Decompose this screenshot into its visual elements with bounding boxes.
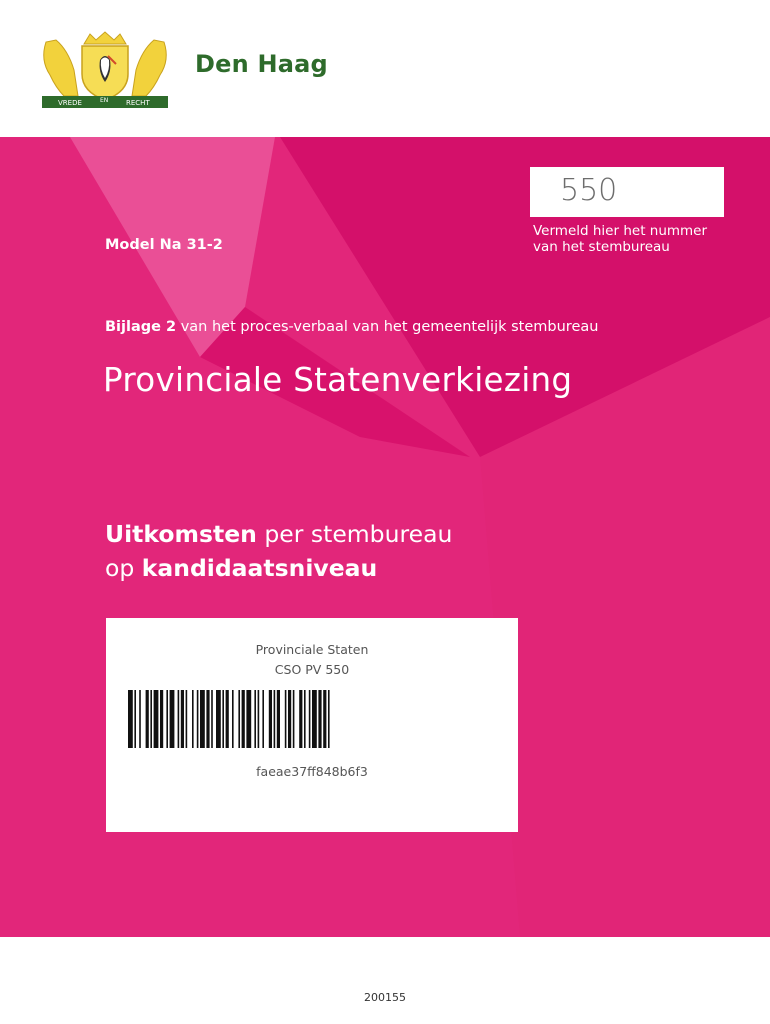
barcode-label-line2: CSO PV 550 <box>274 662 350 677</box>
subtitle-line2-bold: kandidaatsniveau <box>141 554 378 582</box>
document-title: Provinciale Statenverkiezing <box>103 361 573 399</box>
document-subtitle <box>105 517 452 585</box>
barcode-hash: faeae37ff848b6f3 <box>256 764 368 779</box>
model-number: Model Na 31-2 <box>105 237 223 253</box>
page-code: 200155 <box>364 991 406 1004</box>
svg-text:RECHT: RECHT <box>126 99 150 107</box>
subtitle-rest: per stembureau <box>256 520 453 548</box>
subtitle-line2-prefix: op <box>105 554 142 582</box>
annex-line <box>105 319 598 335</box>
svg-text:VREDE: VREDE <box>58 99 82 107</box>
subtitle-bold: Uitkomsten <box>105 520 257 548</box>
barcode-label <box>106 618 518 832</box>
city-name: Den Haag <box>195 50 328 78</box>
bureau-number-value: 550 <box>560 173 618 208</box>
bureau-number-label <box>533 223 763 255</box>
annex-rest: van het proces-verbaal van het gemeentelijk stembureau <box>176 319 599 335</box>
bureau-number-box[interactable] <box>530 167 724 217</box>
bureau-number-label-line1: Vermeld hier het nummer <box>533 223 708 239</box>
annex-bold: Bijlage 2 <box>105 319 177 335</box>
bureau-number-label-line2: van het stembureau <box>533 239 670 255</box>
barcode-icon <box>128 690 480 748</box>
document-cover <box>0 137 770 937</box>
svg-text:EN: EN <box>100 97 109 104</box>
den-haag-coat-of-arms-icon <box>38 30 172 112</box>
barcode-label-line1: Provinciale Staten <box>255 642 369 657</box>
